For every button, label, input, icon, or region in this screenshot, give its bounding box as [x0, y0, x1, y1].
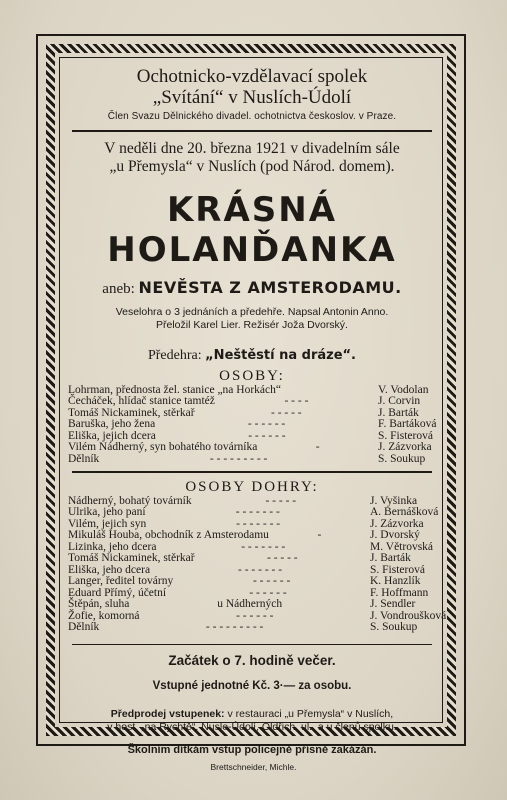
actor-name: J. Vyšinka	[370, 494, 418, 507]
cast-row	[68, 396, 446, 408]
actor-name: S. Soukup	[370, 621, 418, 633]
cast-play-list	[68, 496, 446, 634]
presale-info	[58, 708, 446, 734]
society-name: Ochotnicko-vzdělavací spolek	[136, 66, 368, 87]
dash-leader	[281, 385, 378, 397]
role-name: Nádherný, bohatý továrník	[68, 494, 192, 507]
play-credits	[58, 306, 446, 332]
actor-name: M. Větrovská	[370, 540, 434, 553]
play-title: KRÁSNÁ	[166, 189, 338, 230]
cast-row	[68, 507, 446, 519]
actor-name: J. Vondroušková	[370, 609, 447, 622]
dash-leader: - - - - -	[270, 407, 302, 419]
presale-label: Předprodej vstupenek:	[110, 708, 225, 720]
actor-name: J. Zázvorka	[370, 517, 424, 530]
dash-leader: - - - - -	[266, 553, 298, 564]
cast-prelude-list	[68, 385, 446, 466]
dash-leader: - - - - - - -	[235, 507, 280, 518]
dash-leader: - - - - - - -	[236, 518, 281, 530]
membership-note: Člen Svazu Dělnického divadel. ochotnictva českoslov. v Praze.	[107, 111, 397, 122]
dash-leader: u Nádherných	[217, 599, 283, 610]
prelude	[58, 348, 446, 364]
actor-name: J. Sendler	[370, 598, 416, 610]
role-name: Vilém, jejich syn	[68, 517, 147, 530]
actor-name: J. Barták	[378, 406, 419, 419]
role-name: Dělník	[68, 452, 100, 465]
event-date: V neděli dne 20. března 1921 v divadelním sále	[104, 139, 400, 157]
cast-row	[68, 454, 446, 466]
cast-row	[68, 530, 446, 542]
dash-leader: - - - - - - - - -	[209, 453, 268, 465]
cast-row	[68, 599, 446, 611]
dash-leader: - - - - - -	[247, 419, 286, 430]
dash-leader: - - - - - - - - -	[205, 622, 264, 633]
presale-text: v restauraci „u Přemysla“ v Nuslích,	[227, 708, 394, 720]
role-name: Lizinka, jeho dcera	[68, 540, 157, 553]
divider	[72, 130, 432, 132]
cast-row	[68, 553, 446, 565]
role-name: Mikuláš Houba, obchodník z Amsterodamu	[68, 529, 269, 541]
actor-name: J. Barták	[370, 552, 411, 564]
dash-leader: -	[317, 530, 322, 541]
cast-row	[68, 442, 446, 454]
divider	[72, 644, 432, 646]
actor-name: J. Dvorský	[370, 529, 420, 541]
actor-name: A. Bernášková	[370, 506, 439, 518]
role-name: Tomáš Nickaminek, stěrkař	[68, 552, 195, 564]
ticket-price: Vstupné jednotné Kč. 3·— za osobu.	[152, 680, 352, 692]
role-name: Čecháček, hlídač stanice tamtéž	[68, 395, 215, 407]
actor-name: J. Corvin	[378, 395, 421, 407]
children-ban: Školním dítkám vstup policejně přísně zakázán.	[127, 744, 377, 756]
cast-row	[68, 576, 446, 588]
role-name: Dělník	[68, 621, 100, 633]
prelude-label: Předehra:	[147, 347, 202, 363]
dash-leader: - - - - - - -	[241, 541, 286, 553]
presale-text: v host. „na Rychtě“, Nusle-Údolí, Oldřich. ul., a u členů spolku.	[107, 721, 397, 733]
alternate-title	[58, 278, 446, 298]
actor-name: S. Fisterová	[370, 563, 425, 576]
prelude-title: „Neštěstí na dráze“.	[205, 347, 356, 363]
start-time: Začátek o 7. hodině večer.	[168, 653, 336, 668]
dash-leader: - - - - - -	[252, 576, 291, 587]
actor-name: J. Zázvorka	[378, 441, 432, 453]
dash-leader: - - - - - -	[248, 430, 286, 442]
poster-content	[58, 62, 446, 756]
actor-name: V. Vodolan	[378, 383, 429, 396]
dash-leader: - - - - -	[265, 495, 297, 507]
role-name: Eliška, jejich dcera	[68, 429, 156, 442]
dash-leader: - - - -	[284, 396, 309, 407]
alternate-prefix: aneb:	[102, 280, 135, 297]
cast-row	[68, 622, 446, 634]
role-name: Baruška, jeho žena	[68, 418, 156, 430]
dash-leader: - - - - - -	[236, 610, 274, 622]
divider	[72, 471, 432, 473]
role-name: Ulrika, jeho paní	[68, 506, 146, 518]
actor-name: F. Hoffmann	[370, 586, 429, 599]
event-venue: „u Přemysla“ v Nuslích (pod Národ. domem).	[109, 157, 395, 175]
dash-leader: - - - - - - -	[238, 564, 283, 576]
role-name: Žofie, komorná	[68, 609, 140, 622]
cast-prelude-heading: OSOBY:	[219, 367, 285, 384]
role-name: Štěpán, sluha	[68, 598, 130, 610]
society-location: „Svítání“ v Nuslích-Údolí	[152, 87, 352, 108]
role-name: Tomáš Nickaminek, stěrkař	[68, 406, 195, 419]
role-name: Eliška, jeho dcera	[68, 563, 151, 576]
role-name: Langer, ředitel továrny	[68, 575, 174, 587]
actor-name: S. Fisterová	[378, 429, 433, 442]
cast-play-heading: OSOBY DOHRY:	[185, 478, 319, 495]
dash-leader: -	[315, 442, 320, 453]
actor-name: K. Hanzlík	[370, 575, 421, 587]
credits-line: Přeložil Karel Lier. Režisér Joža Dvorský.	[156, 318, 348, 331]
cast-row	[68, 419, 446, 431]
credits-line: Veselohra o 3 jednáních a předehře. Napsal Antonin Anno.	[115, 305, 389, 318]
alternate-title-text: NEVĚSTA Z AMSTERODAMU.	[138, 277, 402, 297]
actor-name: F. Bartáková	[378, 418, 437, 430]
dash-leader: - - - - - -	[249, 587, 287, 599]
printer-credit: Brettschneider, Michle.	[210, 762, 297, 772]
role-name: Lohrman, přednosta žel. stanice „na Horkách“	[68, 383, 281, 396]
play-title-line2: HOLANĎANKA	[107, 229, 397, 270]
role-name: Eduard Přímý, účetní	[68, 586, 167, 599]
role-name: Vilém Nádherný, syn bohatého továrníka	[68, 441, 258, 453]
actor-name: S. Soukup	[378, 452, 426, 465]
